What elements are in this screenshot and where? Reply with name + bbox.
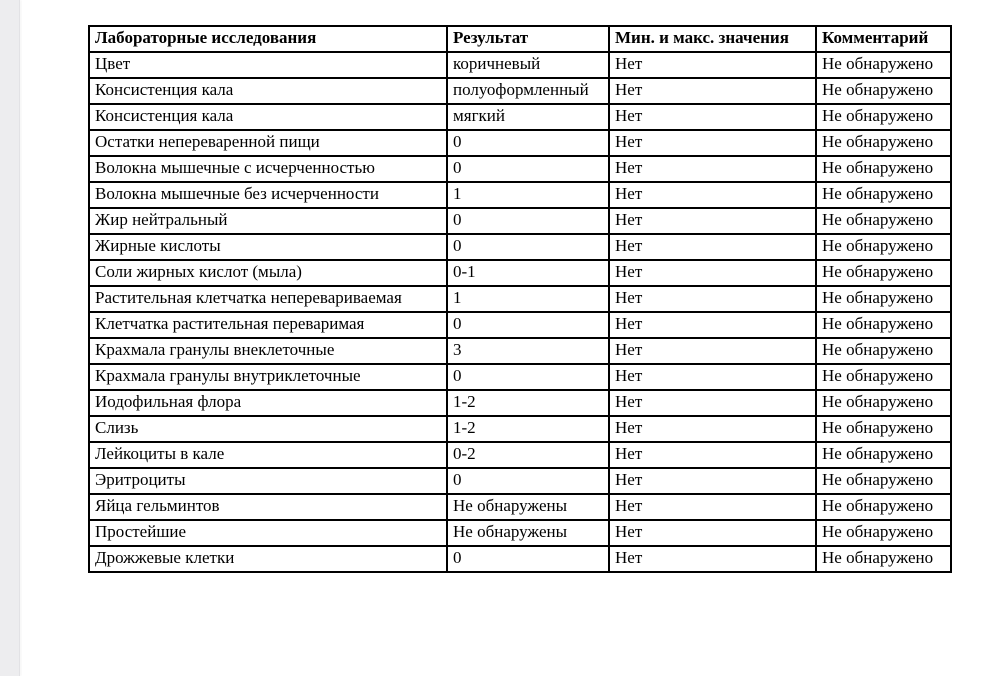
cell-comment: Не обнаружено bbox=[816, 130, 951, 156]
table-row bbox=[89, 416, 951, 442]
cell-name: Крахмала гранулы внеклеточные bbox=[89, 338, 447, 364]
cell-result: Не обнаружены bbox=[447, 494, 609, 520]
cell-minmax: Нет bbox=[609, 390, 816, 416]
cell-name: Простейшие bbox=[89, 520, 447, 546]
table-row bbox=[89, 286, 951, 312]
header-result: Результат bbox=[447, 26, 609, 52]
cell-name: Эритроциты bbox=[89, 468, 447, 494]
cell-result: 0 bbox=[447, 130, 609, 156]
cell-minmax: Нет bbox=[609, 286, 816, 312]
cell-minmax: Нет bbox=[609, 104, 816, 130]
cell-minmax: Нет bbox=[609, 130, 816, 156]
table-row bbox=[89, 338, 951, 364]
table-row bbox=[89, 468, 951, 494]
cell-comment: Не обнаружено bbox=[816, 520, 951, 546]
cell-minmax: Нет bbox=[609, 260, 816, 286]
cell-name: Иодофильная флора bbox=[89, 390, 447, 416]
cell-comment: Не обнаружено bbox=[816, 156, 951, 182]
cell-name: Жирные кислоты bbox=[89, 234, 447, 260]
cell-minmax: Нет bbox=[609, 156, 816, 182]
cell-result: 0 bbox=[447, 234, 609, 260]
cell-comment: Не обнаружено bbox=[816, 338, 951, 364]
cell-minmax: Нет bbox=[609, 468, 816, 494]
cell-comment: Не обнаружено bbox=[816, 234, 951, 260]
cell-result: 1 bbox=[447, 286, 609, 312]
cell-name: Волокна мышечные без исчерченности bbox=[89, 182, 447, 208]
cell-comment: Не обнаружено bbox=[816, 468, 951, 494]
table-row bbox=[89, 208, 951, 234]
cell-comment: Не обнаружено bbox=[816, 286, 951, 312]
header-comment: Комментарий bbox=[816, 26, 951, 52]
table-row bbox=[89, 234, 951, 260]
cell-comment: Не обнаружено bbox=[816, 442, 951, 468]
cell-minmax: Нет bbox=[609, 442, 816, 468]
header-lab-tests: Лабораторные исследования bbox=[89, 26, 447, 52]
table-row bbox=[89, 312, 951, 338]
cell-comment: Не обнаружено bbox=[816, 78, 951, 104]
cell-minmax: Нет bbox=[609, 234, 816, 260]
cell-result: 0 bbox=[447, 156, 609, 182]
cell-minmax: Нет bbox=[609, 78, 816, 104]
cell-comment: Не обнаружено bbox=[816, 52, 951, 78]
table-row bbox=[89, 494, 951, 520]
cell-comment: Не обнаружено bbox=[816, 104, 951, 130]
cell-minmax: Нет bbox=[609, 182, 816, 208]
cell-minmax: Нет bbox=[609, 416, 816, 442]
cell-result: 0 bbox=[447, 468, 609, 494]
cell-minmax: Нет bbox=[609, 520, 816, 546]
cell-result: 1 bbox=[447, 182, 609, 208]
cell-comment: Не обнаружено bbox=[816, 390, 951, 416]
cell-comment: Не обнаружено bbox=[816, 208, 951, 234]
cell-result: 0-1 bbox=[447, 260, 609, 286]
table-row bbox=[89, 104, 951, 130]
cell-name: Консистенция кала bbox=[89, 78, 447, 104]
cell-minmax: Нет bbox=[609, 364, 816, 390]
cell-minmax: Нет bbox=[609, 312, 816, 338]
cell-name: Яйца гельминтов bbox=[89, 494, 447, 520]
cell-name: Растительная клетчатка неперевариваемая bbox=[89, 286, 447, 312]
table-header-row bbox=[89, 26, 951, 52]
cell-comment: Не обнаружено bbox=[816, 546, 951, 572]
cell-result: 1-2 bbox=[447, 416, 609, 442]
cell-result: Не обнаружены bbox=[447, 520, 609, 546]
cell-name: Лейкоциты в кале bbox=[89, 442, 447, 468]
document-page bbox=[22, 0, 1000, 676]
cell-result: коричневый bbox=[447, 52, 609, 78]
table-row bbox=[89, 442, 951, 468]
table-row bbox=[89, 52, 951, 78]
cell-comment: Не обнаружено bbox=[816, 416, 951, 442]
table-row bbox=[89, 390, 951, 416]
cell-name: Остатки непереваренной пищи bbox=[89, 130, 447, 156]
cell-name: Соли жирных кислот (мыла) bbox=[89, 260, 447, 286]
table-row bbox=[89, 364, 951, 390]
cell-name: Цвет bbox=[89, 52, 447, 78]
cell-result: полуоформленный bbox=[447, 78, 609, 104]
lab-table-body bbox=[89, 52, 951, 572]
cell-name: Клетчатка растительная переваримая bbox=[89, 312, 447, 338]
table-row bbox=[89, 130, 951, 156]
cell-result: мягкий bbox=[447, 104, 609, 130]
cell-minmax: Нет bbox=[609, 546, 816, 572]
cell-result: 1-2 bbox=[447, 390, 609, 416]
table-row bbox=[89, 156, 951, 182]
cell-name: Дрожжевые клетки bbox=[89, 546, 447, 572]
cell-comment: Не обнаружено bbox=[816, 182, 951, 208]
cell-comment: Не обнаружено bbox=[816, 364, 951, 390]
lab-results-table bbox=[88, 25, 952, 573]
table-row bbox=[89, 520, 951, 546]
cell-name: Волокна мышечные с исчерченностью bbox=[89, 156, 447, 182]
cell-minmax: Нет bbox=[609, 52, 816, 78]
page-left-gutter bbox=[0, 0, 20, 676]
table-row bbox=[89, 78, 951, 104]
cell-minmax: Нет bbox=[609, 338, 816, 364]
cell-minmax: Нет bbox=[609, 494, 816, 520]
cell-result: 0 bbox=[447, 546, 609, 572]
cell-name: Жир нейтральный bbox=[89, 208, 447, 234]
cell-name: Консистенция кала bbox=[89, 104, 447, 130]
cell-result: 0 bbox=[447, 364, 609, 390]
cell-name: Слизь bbox=[89, 416, 447, 442]
cell-name: Крахмала гранулы внутриклеточные bbox=[89, 364, 447, 390]
table-row bbox=[89, 260, 951, 286]
header-min-max: Мин. и макс. значения bbox=[609, 26, 816, 52]
cell-result: 3 bbox=[447, 338, 609, 364]
cell-comment: Не обнаружено bbox=[816, 260, 951, 286]
table-row bbox=[89, 182, 951, 208]
cell-minmax: Нет bbox=[609, 208, 816, 234]
table-row bbox=[89, 546, 951, 572]
cell-comment: Не обнаружено bbox=[816, 494, 951, 520]
cell-result: 0-2 bbox=[447, 442, 609, 468]
cell-result: 0 bbox=[447, 208, 609, 234]
cell-comment: Не обнаружено bbox=[816, 312, 951, 338]
cell-result: 0 bbox=[447, 312, 609, 338]
